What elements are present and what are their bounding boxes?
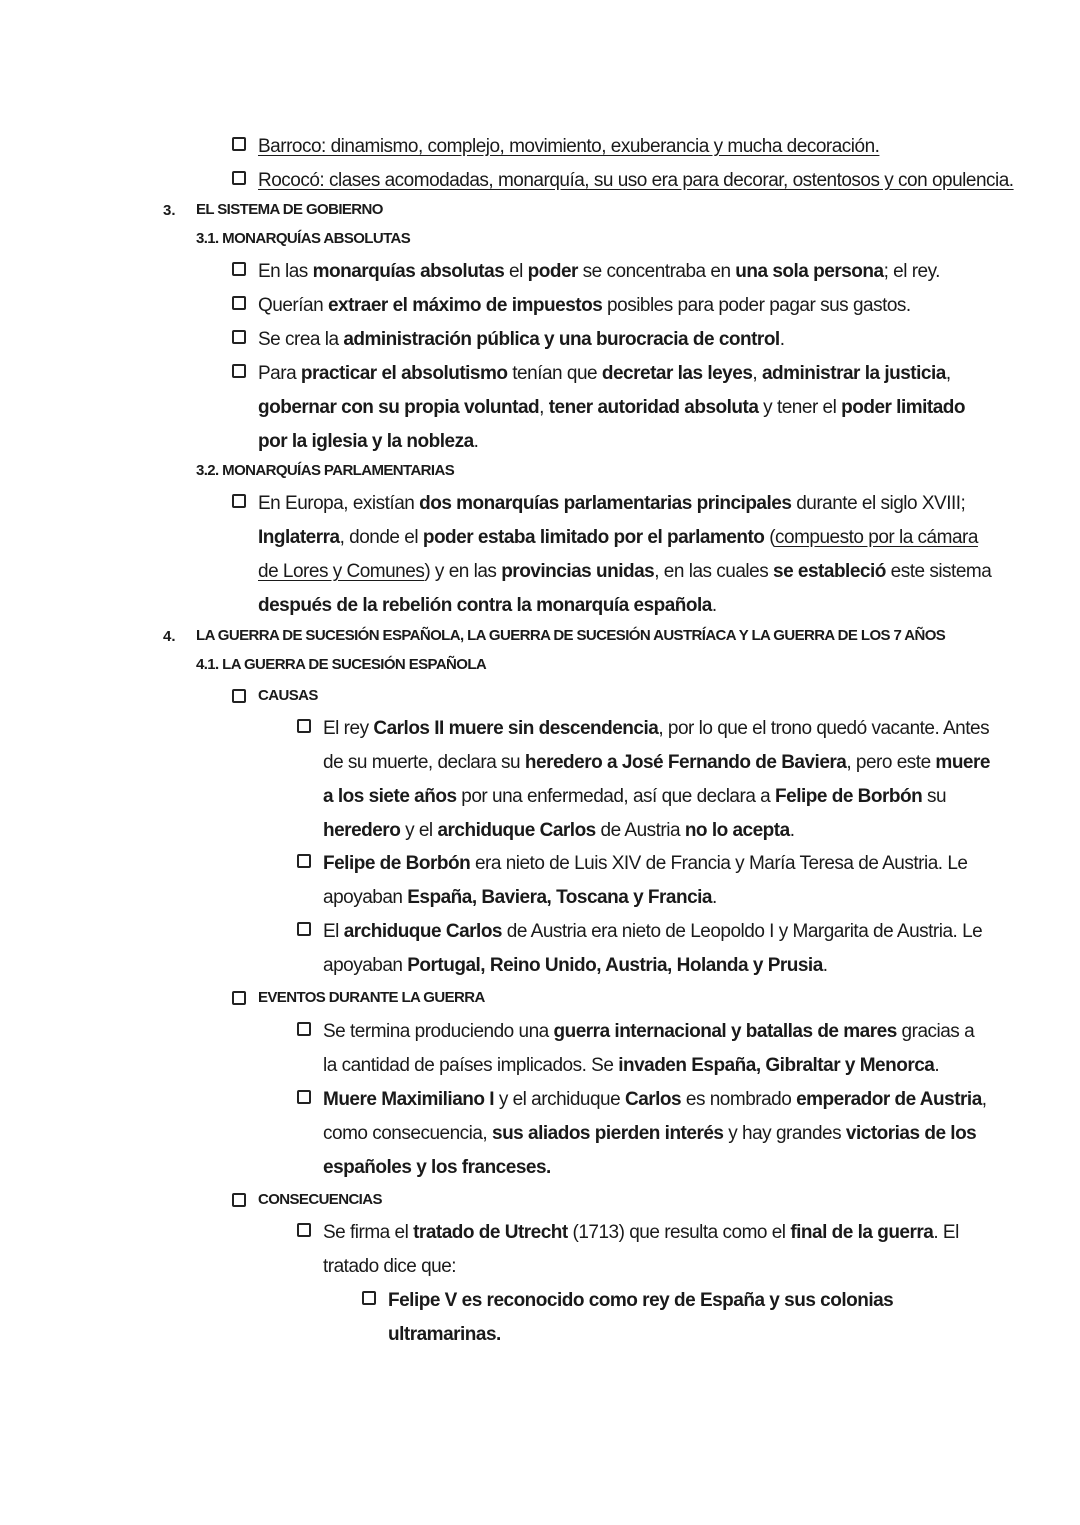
list-item-rococo	[232, 164, 1014, 198]
item-text: Se firma el tratado de Utrecht (1713) que resulta como el final de la guerra. El tratado dice que:	[323, 1222, 959, 1277]
subsection-title: 4.1. LA GUERRA DE SUCESIÓN ESPAÑOLA	[196, 656, 487, 673]
list-item	[232, 323, 785, 357]
item-text: Se crea la administración pública y una burocracia de control.	[258, 329, 785, 350]
section-number: 3.	[163, 202, 176, 219]
list-item-barroco	[232, 130, 879, 164]
item-text: Querían extraer el máximo de impuestos posibles para poder pagar sus gastos.	[258, 295, 911, 316]
checkbox[interactable]	[362, 1291, 376, 1305]
list-item	[362, 1284, 893, 1352]
checkbox[interactable]	[232, 494, 246, 508]
item-text: En Europa, existían dos monarquías parlamentarias principales durante el siglo XVIII; Inglaterra, donde el poder estaba limitado por el parlamento (compuesto por la cámara de Lores y Comunes) y en las provincias unidas, en las cuales se estableció este sistema después de la rebelión contra la monarquía española.	[258, 493, 992, 616]
item-text: Felipe V es reconocido como rey de España y sus colonias ultramarinas.	[388, 1290, 894, 1345]
list-item-consecuencias	[232, 1186, 382, 1214]
item-text: Rococó: clases acomodadas, monarquía, su uso era para decorar, ostentosos y con opulencia.	[258, 170, 1014, 191]
checkbox[interactable]	[232, 1193, 246, 1207]
item-label: CAUSAS	[258, 687, 318, 704]
item-text: Barroco: dinamismo, complejo, movimiento, exuberancia y mucha decoración.	[258, 136, 880, 157]
checkbox[interactable]	[232, 364, 246, 378]
item-text: Se termina produciendo una guerra internacional y batallas de mares gracias a la cantidad de países implicados. Se invaden España, Gibraltar y Menorca.	[323, 1021, 975, 1076]
item-text: Muere Maximiliano I y el archiduque Carlos es nombrado emperador de Austria, como consecuencia, sus aliados pierden interés y hay grandes victorias de los españoles y los franceses.	[323, 1089, 987, 1178]
list-item	[232, 487, 991, 623]
item-text: En las monarquías absolutas el poder se concentraba en una sola persona; el rey.	[258, 261, 940, 282]
list-item	[297, 847, 967, 915]
item-label: CONSECUENCIAS	[258, 1191, 382, 1208]
list-item-eventos	[232, 984, 485, 1012]
checkbox[interactable]	[297, 854, 311, 868]
item-label: EVENTOS DURANTE LA GUERRA	[258, 989, 485, 1006]
checkbox[interactable]	[232, 689, 246, 703]
checkbox[interactable]	[297, 719, 311, 733]
checkbox[interactable]	[232, 171, 246, 185]
checkbox[interactable]	[232, 137, 246, 151]
checkbox[interactable]	[232, 296, 246, 310]
checkbox[interactable]	[297, 1022, 311, 1036]
subsection-title: 3.2. MONARQUÍAS PARLAMENTARIAS	[196, 462, 455, 479]
list-item	[297, 1083, 987, 1185]
item-text: Felipe de Borbón era nieto de Luis XIV de Francia y María Teresa de Austria. Le apoyaban España, Baviera, Toscana y Francia.	[323, 853, 968, 908]
checkbox[interactable]	[232, 991, 246, 1005]
list-item	[297, 1216, 959, 1284]
subsection-title: 3.1. MONARQUÍAS ABSOLUTAS	[196, 230, 411, 247]
checkbox[interactable]	[297, 1223, 311, 1237]
checkbox[interactable]	[297, 922, 311, 936]
list-item	[232, 255, 940, 289]
item-text: El rey Carlos II muere sin descendencia, por lo que el trono quedó vacante. Antes de su muerte, declara su heredero a José Fernando de Baviera, pero este muere a los siete años por una enfermedad, así que declara a Felipe de Borbón su heredero y el archiduque Carlos de Austria no lo acepta.	[323, 718, 990, 841]
section-number: 4.	[163, 628, 176, 645]
checkbox[interactable]	[232, 262, 246, 276]
list-item-causas	[232, 682, 318, 710]
checkbox[interactable]	[232, 330, 246, 344]
list-item	[232, 289, 911, 323]
checkbox[interactable]	[297, 1090, 311, 1104]
list-item	[297, 1015, 974, 1083]
list-item	[297, 915, 982, 983]
item-text: Para practicar el absolutismo tenían que decretar las leyes, administrar la justicia, gobernar con su propia voluntad, tener autoridad absoluta y tener el poder limitado por la iglesia y la nobleza.	[258, 363, 966, 452]
item-text: El archiduque Carlos de Austria era nieto de Leopoldo I y Margarita de Austria. Le apoyaban Portugal, Reino Unido, Austria, Holanda y Prusia.	[323, 921, 983, 976]
section-title: LA GUERRA DE SUCESIÓN ESPAÑOLA, LA GUERRA DE SUCESIÓN AUSTRÍACA Y LA GUERRA DE LOS 7 AÑOS	[196, 627, 946, 644]
list-item	[232, 357, 965, 459]
list-item	[297, 712, 990, 848]
section-title: EL SISTEMA DE GOBIERNO	[196, 201, 383, 218]
